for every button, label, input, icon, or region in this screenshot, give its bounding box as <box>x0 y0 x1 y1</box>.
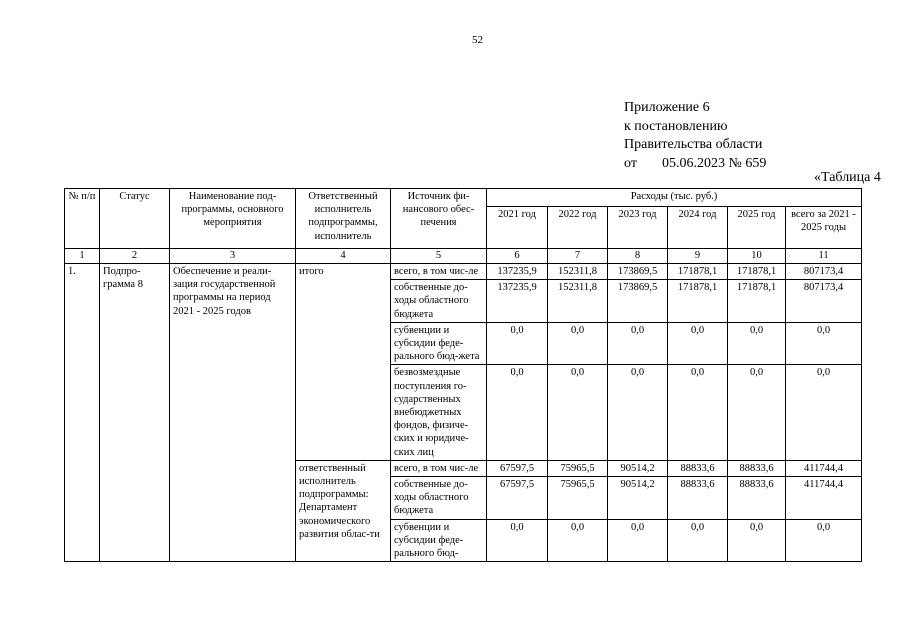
row-source: безвозмездные поступления го-сударственных внебюджетных фондов, физиче-ских и юридиче-ских лиц <box>391 365 487 460</box>
column-number: 3 <box>170 249 296 264</box>
row-executor-total: итого <box>296 264 391 461</box>
value-2025: 171878,1 <box>728 280 786 323</box>
appendix-government: Правительства области <box>624 137 763 152</box>
header-year-2022: 2022 год <box>548 207 608 249</box>
column-number: 1 <box>65 249 100 264</box>
value-total: 411744,4 <box>786 477 862 520</box>
value-2025: 171878,1 <box>728 264 786 280</box>
value-2021: 0,0 <box>487 519 548 562</box>
value-total: 0,0 <box>786 519 862 562</box>
value-2023: 173869,5 <box>608 280 668 323</box>
table-row <box>65 264 862 280</box>
header-name: Наименование под-программы, основного мероприятия <box>170 189 296 249</box>
header-year-total: всего за 2021 - 2025 годы <box>786 207 862 249</box>
value-2021: 0,0 <box>487 365 548 460</box>
column-number: 7 <box>548 249 608 264</box>
header-year-2021: 2021 год <box>487 207 548 249</box>
value-total: 807173,4 <box>786 264 862 280</box>
value-2024: 171878,1 <box>668 264 728 280</box>
value-total: 807173,4 <box>786 280 862 323</box>
value-2022: 152311,8 <box>548 264 608 280</box>
value-2025: 88833,6 <box>728 477 786 520</box>
appendix-resolution: к постановлению <box>624 118 728 134</box>
value-total: 0,0 <box>786 322 862 365</box>
header-source: Источник фи-нансового обес-печения <box>391 189 487 249</box>
value-2024: 88833,6 <box>668 460 728 476</box>
column-number: 6 <box>487 249 548 264</box>
value-2025: 88833,6 <box>728 460 786 476</box>
row-status: Подпро-грамма 8 <box>100 264 170 562</box>
row-executor-department: ответственный исполнитель подпрограммы: Департамент экономического развития облас-ти <box>296 460 391 561</box>
appendix-date-value: 05.06.2023 № 659 <box>662 155 767 171</box>
header-row <box>65 189 862 207</box>
value-2023: 90514,2 <box>608 477 668 520</box>
value-2022: 75965,5 <box>548 477 608 520</box>
column-number: 4 <box>296 249 391 264</box>
row-source: собственные до-ходы областного бюджета <box>391 477 487 520</box>
value-2023: 0,0 <box>608 365 668 460</box>
row-source: субвенции и субсидии феде-рального бюд- <box>391 519 487 562</box>
value-2021: 137235,9 <box>487 264 548 280</box>
column-number: 9 <box>668 249 728 264</box>
value-2023: 0,0 <box>608 519 668 562</box>
column-number: 10 <box>728 249 786 264</box>
value-2021: 67597,5 <box>487 460 548 476</box>
value-2021: 137235,9 <box>487 280 548 323</box>
value-2022: 0,0 <box>548 365 608 460</box>
row-source: субвенции и субсидии феде-рального бюд-жета <box>391 322 487 365</box>
value-2023: 0,0 <box>608 322 668 365</box>
value-2025: 0,0 <box>728 519 786 562</box>
row-number: 1. <box>65 264 100 562</box>
value-2022: 152311,8 <box>548 280 608 323</box>
appendix-date-line <box>624 155 766 174</box>
value-2024: 0,0 <box>668 519 728 562</box>
header-num: № п/п <box>65 189 100 249</box>
column-number: 5 <box>391 249 487 264</box>
column-number: 11 <box>786 249 862 264</box>
column-number: 2 <box>100 249 170 264</box>
header-expenses: Расходы (тыс. руб.) <box>487 189 862 207</box>
value-2024: 88833,6 <box>668 477 728 520</box>
row-source: собственные до-ходы областного бюджета <box>391 280 487 323</box>
header-year-2024: 2024 год <box>668 207 728 249</box>
header-executor: Ответственный исполнитель подпрограммы, исполнитель <box>296 189 391 249</box>
page-number: 52 <box>472 34 483 46</box>
row-source: всего, в том чис-ле <box>391 460 487 476</box>
value-2023: 90514,2 <box>608 460 668 476</box>
value-2022: 0,0 <box>548 322 608 365</box>
header-year-2025: 2025 год <box>728 207 786 249</box>
header-status: Статус <box>100 189 170 249</box>
value-2022: 75965,5 <box>548 460 608 476</box>
column-number-row <box>65 249 862 264</box>
value-2025: 0,0 <box>728 322 786 365</box>
expenses-table <box>64 188 862 562</box>
appendix-block <box>624 99 766 173</box>
column-number: 8 <box>608 249 668 264</box>
value-2023: 173869,5 <box>608 264 668 280</box>
value-2024: 0,0 <box>668 322 728 365</box>
table-label: «Таблица 4 <box>814 170 881 185</box>
value-2021: 0,0 <box>487 322 548 365</box>
appendix-date-prefix: от <box>624 155 637 171</box>
value-total: 411744,4 <box>786 460 862 476</box>
value-2021: 67597,5 <box>487 477 548 520</box>
value-2024: 0,0 <box>668 365 728 460</box>
header-year-2023: 2023 год <box>608 207 668 249</box>
row-source: всего, в том чис-ле <box>391 264 487 280</box>
value-2025: 0,0 <box>728 365 786 460</box>
value-2024: 171878,1 <box>668 280 728 323</box>
value-2022: 0,0 <box>548 519 608 562</box>
value-total: 0,0 <box>786 365 862 460</box>
row-subprogram-name: Обеспечение и реали-зация государственной программы на период 2021 - 2025 годов <box>170 264 296 562</box>
appendix-title: Приложение 6 <box>624 100 710 115</box>
